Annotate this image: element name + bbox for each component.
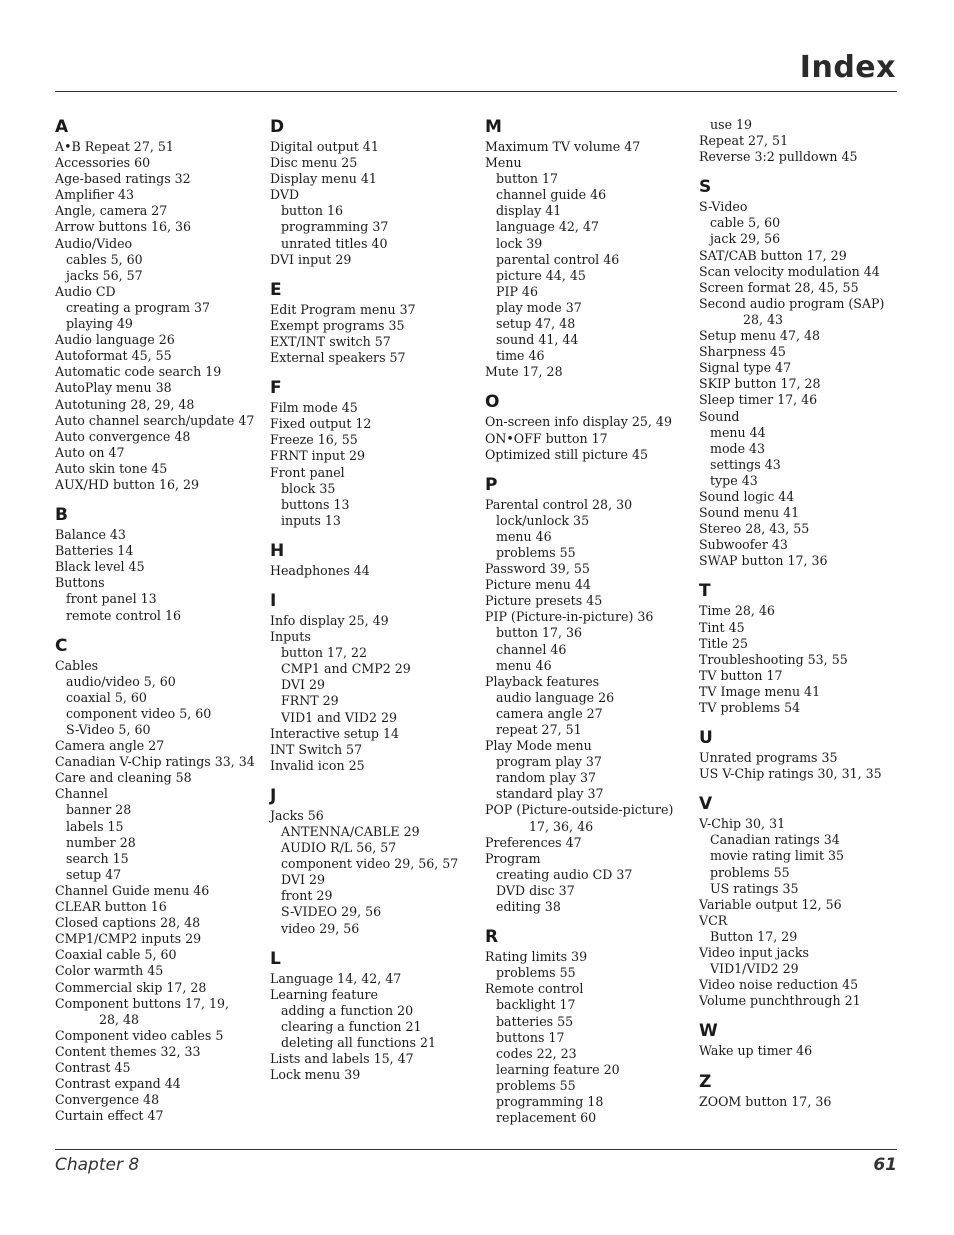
index-subentry: display 41: [496, 203, 562, 219]
index-entry: SKIP button 17, 28: [699, 376, 821, 392]
index-subentry: menu 46: [496, 528, 552, 544]
index-subentry: problems 55: [496, 544, 576, 560]
index-entry: A•B Repeat 27, 51: [55, 139, 174, 154]
index-entry: Cables: [55, 657, 99, 673]
index-entry: Black level 45: [55, 559, 145, 575]
index-entry: US V-Chip ratings 30, 31, 35: [699, 766, 882, 782]
index-entry: Freeze 16, 55: [270, 432, 358, 448]
section-letter: T: [699, 581, 711, 602]
index-entry: Remote control: [485, 981, 584, 997]
index-subentry: jack 29, 56: [710, 231, 781, 247]
index-entry: External speakers 57: [270, 350, 406, 366]
index-entry: Video noise reduction 45: [699, 977, 859, 993]
index-section: [485, 117, 690, 380]
index-subentry: unrated titles 40: [281, 235, 388, 251]
index-subentry: deleting all functions 21: [281, 1035, 437, 1051]
index-entry: Tint 45: [699, 619, 745, 635]
index-subentry: creating audio CD 37: [496, 866, 633, 882]
index-subentry: VID1/VID2 29: [710, 961, 799, 977]
index-entry: Info display 25, 49: [270, 612, 389, 628]
index-section: [270, 117, 475, 268]
index-section: [485, 475, 690, 915]
index-section: [699, 117, 904, 165]
index-subentry: setup 47: [66, 866, 122, 882]
index-entry: Disc menu 25: [270, 155, 358, 171]
index-entry: ZOOM button 17, 36: [699, 1093, 832, 1109]
index-section: [270, 591, 475, 774]
section-letter: S: [699, 177, 712, 198]
index-entry: Autotuning 28, 29, 48: [55, 396, 195, 412]
index-entry: Channel: [55, 786, 108, 802]
index-entry: Program: [485, 850, 541, 866]
index-entry: Invalid icon 25: [270, 757, 365, 773]
index-entry: AUX/HD button 16, 29: [55, 476, 200, 492]
index-subentry: component video 5, 60: [66, 705, 212, 721]
index-subentry: coaxial 5, 60: [66, 689, 147, 705]
index-entry: Audio CD: [55, 283, 116, 299]
index-section: [270, 541, 475, 579]
index-entry: 28, 43: [743, 311, 784, 327]
index-entry: Content themes 32, 33: [55, 1043, 201, 1059]
index-subentry: language 42, 47: [496, 219, 599, 235]
index-subentry: labels 15: [66, 818, 124, 834]
index-entry: Unrated programs 35: [699, 750, 838, 766]
index-subentry: program play 37: [496, 754, 602, 770]
index-subentry: movie rating limit 35: [710, 848, 845, 864]
index-entry: PIP (Picture-in-picture) 36: [485, 609, 654, 625]
index-entry: ON•OFF button 17: [485, 430, 608, 446]
index-entry: Canadian V-Chip ratings 33, 34: [55, 754, 255, 770]
index-entry: Repeat 27, 51: [699, 133, 789, 149]
index-subentry: picture 44, 45: [496, 267, 586, 283]
index-subentry: banner 28: [66, 802, 132, 818]
page-number: 61: [873, 1155, 897, 1175]
index-section: [270, 949, 475, 1084]
index-column-1: [55, 117, 260, 1124]
index-subentry: audio language 26: [496, 689, 615, 705]
index-entry: Lists and labels 15, 47: [270, 1051, 414, 1067]
index-section: [55, 505, 260, 624]
index-entry: Convergence 48: [55, 1092, 160, 1108]
section-letter: J: [270, 785, 277, 806]
index-entry: Angle, camera 27: [55, 203, 168, 219]
index-section: [485, 927, 690, 1126]
index-entry: Auto channel search/update 47: [55, 412, 255, 428]
index-entry: Fixed output 12: [270, 416, 372, 432]
index-entry: Optimized still picture 45: [485, 446, 649, 462]
index-entry: Auto skin tone 45: [55, 460, 168, 476]
index-subentry: buttons 13: [281, 496, 350, 512]
header-rule: [55, 91, 897, 92]
index-subentry: cable 5, 60: [710, 215, 781, 231]
index-subentry: front panel 13: [66, 591, 157, 607]
index-subentry: button 17, 36: [496, 625, 583, 641]
index-subentry: play mode 37: [496, 299, 582, 315]
index-entry: FRNT input 29: [270, 448, 366, 464]
index-subentry: US ratings 35: [710, 880, 799, 896]
index-entry: Variable output 12, 56: [699, 896, 842, 912]
index-entry: Auto convergence 48: [55, 428, 191, 444]
index-section: [699, 1072, 904, 1110]
index-subentry: button 16: [281, 203, 344, 219]
index-subentry: buttons 17: [496, 1029, 565, 1045]
index-entry: Closed captions 28, 48: [55, 915, 201, 931]
index-entry: Sound menu 41: [699, 505, 800, 521]
index-entry: Subwoofer 43: [699, 537, 788, 553]
index-entry: SWAP button 17, 36: [699, 553, 828, 569]
index-subentry: remote control 16: [66, 607, 181, 623]
index-entry: TV problems 54: [699, 700, 801, 715]
index-column-2: [270, 117, 475, 1083]
index-entry: EXT/INT switch 57: [270, 333, 391, 349]
index-subentry: problems 55: [496, 965, 576, 981]
index-subentry: cables 5, 60: [66, 251, 143, 267]
index-subentry: menu 46: [496, 657, 552, 673]
index-section: [699, 728, 904, 782]
index-entry: Amplifier 43: [55, 187, 135, 203]
section-letter: P: [485, 474, 498, 495]
index-entry: Edit Program menu 37: [270, 301, 416, 317]
index-entry: POP (Picture-outside-picture): [485, 802, 674, 818]
index-entry: Rating limits 39: [485, 949, 588, 965]
section-letter: W: [699, 1021, 718, 1042]
index-entry: Wake up timer 46: [699, 1043, 813, 1059]
index-entry: DVD: [270, 187, 300, 203]
index-entry: Time 28, 46: [699, 603, 775, 619]
index-subentry: button 17: [496, 171, 559, 187]
index-entry: Display menu 41: [270, 171, 377, 187]
index-entry: Color warmth 45: [55, 963, 164, 979]
index-subentry: setup 47, 48: [496, 316, 576, 332]
index-section: [699, 581, 904, 716]
index-entry: DVI input 29: [270, 251, 352, 267]
index-subentry: component video 29, 56, 57: [281, 856, 459, 872]
index-entry: SAT/CAB button 17, 29: [699, 247, 847, 263]
index-subentry: sound 41, 44: [496, 332, 579, 348]
index-entry: Sound: [699, 408, 740, 424]
index-entry: V-Chip 30, 31: [699, 816, 786, 832]
index-subentry: button 17, 22: [281, 645, 368, 661]
index-entry: Audio/Video: [55, 235, 133, 251]
index-entry: Troubleshooting 53, 55: [699, 651, 848, 667]
index-entry: Password 39, 55: [485, 561, 590, 577]
index-entry: Mute 17, 28: [485, 364, 563, 380]
index-subentry: mode 43: [710, 440, 766, 456]
index-subentry: number 28: [66, 834, 136, 850]
index-entry: Maximum TV volume 47: [485, 139, 641, 154]
section-letter: M: [485, 117, 502, 137]
index-entry: Auto on 47: [55, 444, 125, 460]
index-subentry: search 15: [66, 850, 129, 866]
index-entry: Picture menu 44: [485, 577, 591, 593]
index-entry: Channel Guide menu 46: [55, 882, 210, 898]
index-entry: Contrast expand 44: [55, 1076, 181, 1092]
index-entry: Sound logic 44: [699, 488, 795, 504]
index-subentry: clearing a function 21: [281, 1018, 422, 1034]
index-subentry: replacement 60: [496, 1110, 597, 1126]
index-subentry: audio/video 5, 60: [66, 673, 176, 689]
index-subentry: ANTENNA/CABLE 29: [281, 824, 420, 839]
index-subentry: batteries 55: [496, 1013, 574, 1029]
index-entry: Learning feature: [270, 986, 378, 1002]
index-entry: Play Mode menu: [485, 738, 592, 754]
index-entry: Lock menu 39: [270, 1067, 361, 1083]
index-subentry: video 29, 56: [281, 920, 360, 936]
index-subentry: creating a program 37: [66, 299, 211, 315]
section-letter: A: [55, 117, 69, 137]
index-entry: Automatic code search 19: [55, 364, 222, 380]
section-letter: F: [270, 378, 282, 399]
index-entry: S-Video: [699, 199, 748, 215]
index-subentry: repeat 27, 51: [496, 722, 582, 737]
section-letter: O: [485, 392, 500, 413]
index-entry: VCR: [699, 912, 728, 928]
index-entry: Stereo 28, 43, 55: [699, 521, 810, 537]
index-subentry: learning feature 20: [496, 1061, 620, 1077]
index-entry: Headphones 44: [270, 562, 370, 578]
section-letter: L: [270, 948, 281, 969]
index-section: [699, 1021, 904, 1059]
index-entry: Autoformat 45, 55: [55, 348, 172, 364]
index-subentry: lock 39: [496, 235, 543, 251]
index-subentry: Button 17, 29: [710, 928, 798, 944]
index-entry: Picture presets 45: [485, 593, 603, 609]
index-subentry: PIP 46: [496, 283, 538, 299]
index-entry: Interactive setup 14: [270, 725, 400, 741]
index-subentry: problems 55: [496, 1077, 576, 1093]
index-entry: 28, 48: [99, 1011, 140, 1027]
index-entry: Component video cables 5: [55, 1027, 224, 1043]
index-entry: Signal type 47: [699, 360, 792, 376]
index-entry: Sharpness 45: [699, 344, 786, 360]
index-subentry: programming 18: [496, 1093, 604, 1109]
index-subentry: S-VIDEO 29, 56: [281, 904, 382, 920]
index-entry: Camera angle 27: [55, 738, 165, 754]
index-section: [270, 280, 475, 366]
section-letter: I: [270, 590, 277, 611]
index-entry: Parental control 28, 30: [485, 496, 633, 512]
index-entry: Jacks 56: [270, 807, 324, 823]
index-entry: Curtain effect 47: [55, 1108, 164, 1124]
index-entry: CMP1/CMP2 inputs 29: [55, 931, 202, 947]
footer-rule: [55, 1149, 897, 1150]
section-letter: Z: [699, 1071, 712, 1092]
index-entry: Care and cleaning 58: [55, 770, 192, 786]
index-subentry: settings 43: [710, 456, 781, 472]
index-entry: Playback features: [485, 673, 600, 689]
index-entry: Accessories 60: [55, 155, 151, 171]
index-entry: Audio language 26: [55, 332, 175, 348]
index-subentry: problems 55: [710, 864, 790, 880]
index-subentry: channel 46: [496, 641, 567, 657]
index-entry: Front panel: [270, 464, 345, 480]
index-section: [485, 392, 690, 462]
index-subentry: backlight 17: [496, 997, 576, 1013]
index-subentry: time 46: [496, 348, 545, 364]
section-letter: C: [55, 635, 68, 656]
index-entry: Title 25: [699, 635, 748, 651]
index-entry: Preferences 47: [485, 834, 582, 850]
section-letter: V: [699, 794, 713, 815]
index-entry: Reverse 3:2 pulldown 45: [699, 149, 858, 165]
index-column-4: [699, 117, 904, 1110]
section-letter: H: [270, 540, 285, 561]
index-entry: Inputs: [270, 629, 311, 645]
index-section: [699, 177, 904, 569]
index-entry: TV Image menu 41: [699, 683, 821, 699]
index-entry: On-screen info display 25, 49: [485, 414, 672, 430]
index-column-3: [485, 117, 690, 1126]
index-entry: Age-based ratings 32: [55, 171, 191, 187]
index-entry: Batteries 14: [55, 543, 134, 559]
index-subentry: front 29: [281, 888, 333, 904]
index-subentry: playing 49: [66, 316, 133, 332]
index-subentry: adding a function 20: [281, 1002, 414, 1018]
index-entry: Arrow buttons 16, 36: [55, 219, 192, 235]
index-entry: Sleep timer 17, 46: [699, 392, 818, 408]
index-entry: Digital output 41: [270, 139, 379, 154]
index-subentry: Canadian ratings 34: [710, 832, 840, 848]
index-entry: Screen format 28, 45, 55: [699, 279, 859, 295]
index-subentry: DVD disc 37: [496, 882, 575, 898]
index-subentry: standard play 37: [496, 786, 604, 802]
index-entry: Menu: [485, 155, 522, 171]
section-letter: B: [55, 505, 68, 526]
index-subentry: codes 22, 23: [496, 1045, 577, 1061]
index-subentry: type 43: [710, 472, 758, 488]
page-title: Index: [799, 50, 896, 85]
index-subentry: VID1 and VID2 29: [281, 709, 398, 725]
index-entry: 17, 36, 46: [529, 818, 594, 834]
index-section: [270, 378, 475, 529]
index-entry: Setup menu 47, 48: [699, 328, 820, 344]
index-entry: Second audio program (SAP): [699, 295, 885, 311]
index-entry: Video input jacks: [699, 945, 809, 961]
index-subentry: camera angle 27: [496, 705, 603, 721]
index-subentry: inputs 13: [281, 512, 341, 528]
index-section: [270, 786, 475, 937]
index-entry: TV button 17: [699, 667, 783, 683]
index-subentry: menu 44: [710, 424, 766, 440]
index-subentry: DVI 29: [281, 872, 325, 888]
index-entry: CLEAR button 16: [55, 899, 167, 915]
index-subentry: block 35: [281, 480, 336, 496]
index-subentry: AUDIO R/L 56, 57: [281, 840, 397, 856]
section-letter: D: [270, 117, 285, 137]
index-subentry: random play 37: [496, 770, 596, 786]
index-entry: Film mode 45: [270, 400, 358, 416]
index-entry: Scan velocity modulation 44: [699, 263, 880, 279]
index-entry: Buttons: [55, 575, 105, 591]
index-subentry: CMP1 and CMP2 29: [281, 661, 411, 677]
index-entry: Coaxial cable 5, 60: [55, 947, 177, 963]
index-subentry: DVI 29: [281, 677, 325, 693]
index-subentry: jacks 56, 57: [66, 267, 143, 283]
section-letter: R: [485, 927, 499, 948]
section-letter: U: [699, 728, 713, 749]
footer-chapter: Chapter 8: [55, 1155, 140, 1175]
index-subentry: use 19: [710, 117, 753, 132]
index-subentry: channel guide 46: [496, 187, 607, 203]
index-entry: Commercial skip 17, 28: [55, 979, 207, 995]
index-entry: AutoPlay menu 38: [55, 380, 172, 396]
index-subentry: programming 37: [281, 219, 389, 235]
index-section: [55, 636, 260, 1125]
index-section: [55, 117, 260, 493]
index-entry: Contrast 45: [55, 1059, 131, 1075]
section-letter: E: [270, 279, 282, 300]
index-subentry: lock/unlock 35: [496, 512, 590, 528]
index-subentry: S-Video 5, 60: [66, 722, 151, 737]
index-entry: Exempt programs 35: [270, 317, 405, 333]
index-entry: Component buttons 17, 19,: [55, 995, 230, 1011]
index-subentry: FRNT 29: [281, 693, 339, 709]
index-subentry: editing 38: [496, 899, 561, 915]
index-entry: Volume punchthrough 21: [699, 993, 861, 1009]
index-entry: INT Switch 57: [270, 741, 363, 757]
index-entry: Balance 43: [55, 527, 126, 543]
index-entry: Language 14, 42, 47: [270, 970, 402, 986]
index-subentry: parental control 46: [496, 251, 620, 267]
index-section: [699, 794, 904, 1009]
